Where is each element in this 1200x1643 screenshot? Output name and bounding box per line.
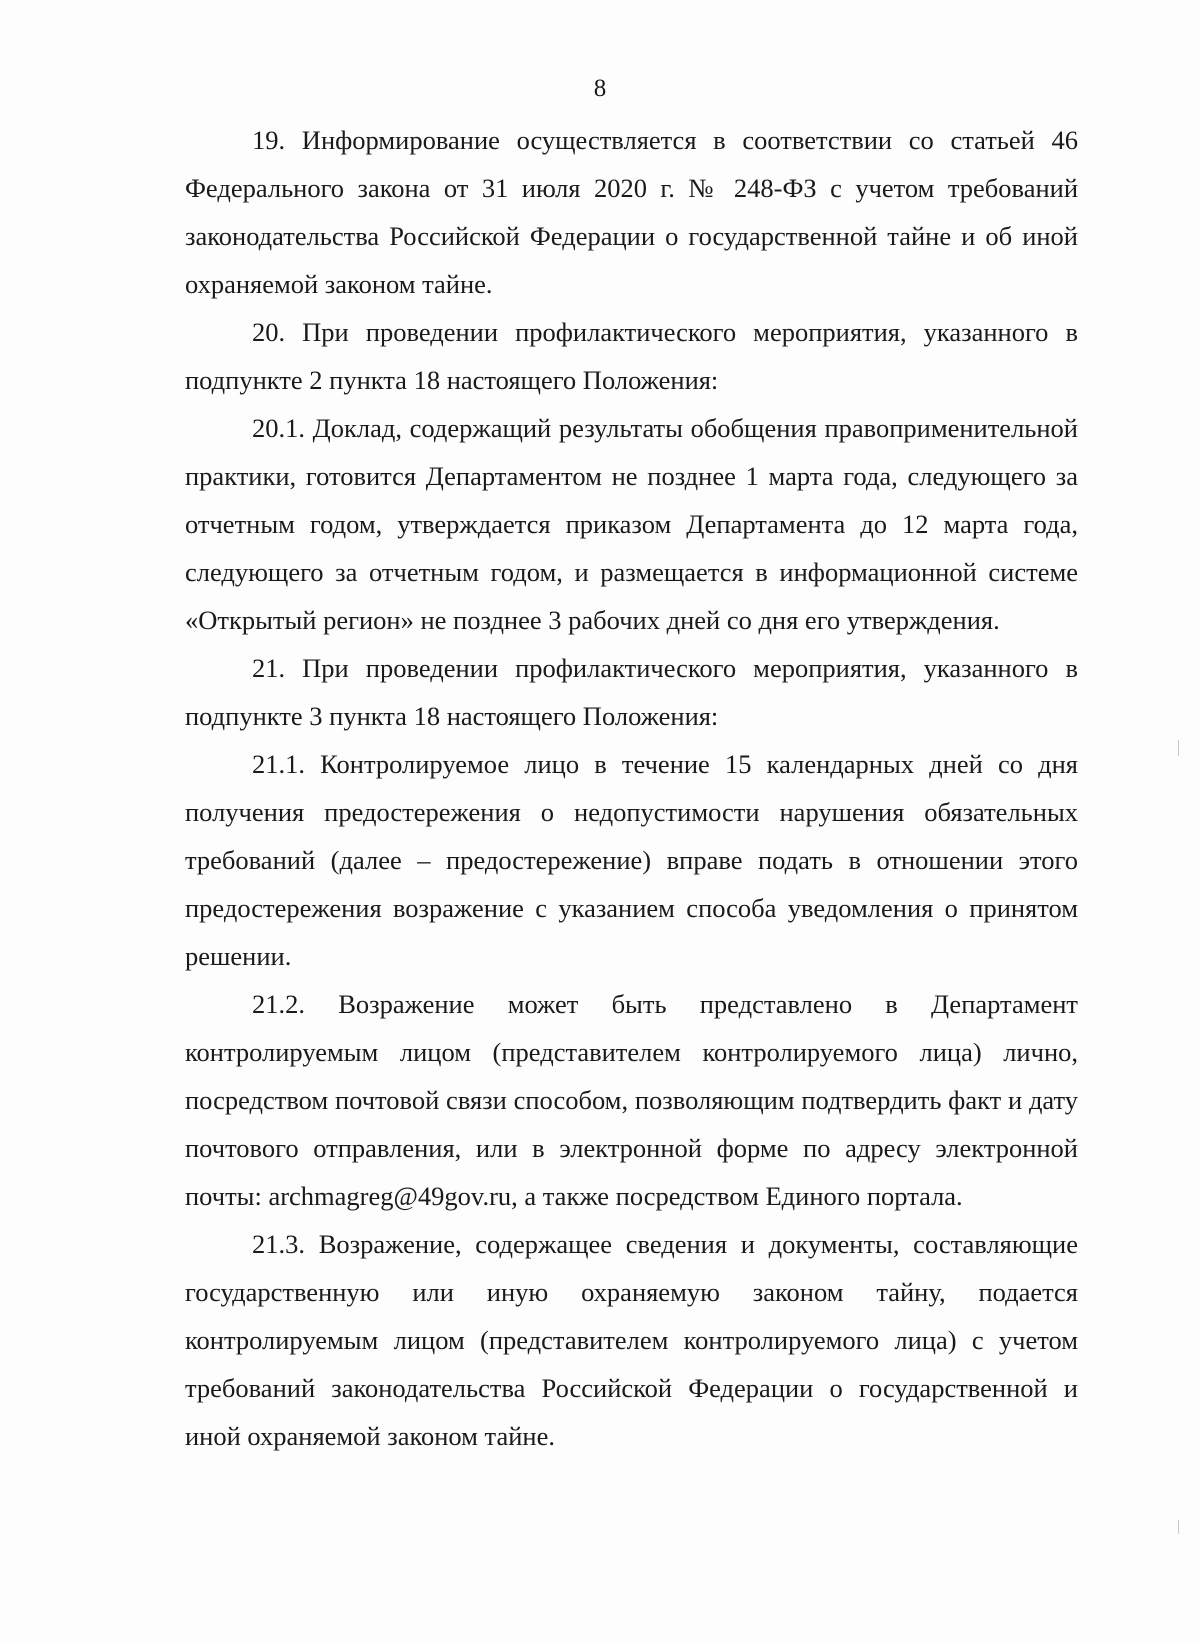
paragraph-19: 19. Информирование осуществляется в соответствии со статьей 46 Федерального закона от 31 июля 2020 г. № 248-ФЗ с учетом требований законодательства Российской Федерации о государственной тайне и об иной охраняемой законом тайне.: [185, 125, 1078, 299]
paragraph-20-1: 20.1. Доклад, содержащий результаты обобщения правоприменительной практики, готовится Департаментом не позднее 1 марта года, следующего за отчетным годом, утверждается приказом Департамента до 12 марта года, следующего за отчетным годом, и размещается в информационной системе «Открытый регион» не позднее 3 рабочих дней со дня его утверждения.: [185, 413, 1078, 635]
paragraph-21: 21. При проведении профилактического мероприятия, указанного в подпункте 3 пункта 18 настоящего Положения:: [185, 653, 1078, 731]
paragraph-21-3: 21.3. Возражение, содержащее сведения и документы, составляющие государственную или иную охраняемую законом тайну, подается контролируемым лицом (представителем контролируемого лица) с учетом требований законодательства Российской Федерации о государственной и иной охраняемой законом тайне.: [185, 1229, 1078, 1451]
paragraph-21-1: 21.1. Контролируемое лицо в течение 15 календарных дней со дня получения предостережения о недопустимости нарушения обязательных требований (далее – предостережение) вправе подать в отношении этого предостережения возражение с указанием способа уведомления о принятом решении.: [185, 749, 1078, 971]
page-number: 8: [593, 75, 607, 102]
scan-artifact-mark: [1178, 740, 1179, 756]
document-body: [185, 116, 1078, 1460]
scan-artifact-mark: [1178, 1520, 1179, 1534]
paragraph-20: 20. При проведении профилактического мероприятия, указанного в подпункте 2 пункта 18 настоящего Положения:: [185, 317, 1078, 395]
paragraph-21-2: 21.2. Возражение может быть представлено в Департамент контролируемым лицом (представителем контролируемого лица) лично, посредством почтовой связи способом, позволяющим подтвердить факт и дату почтового отправления, или в электронной форме по адресу электронной почты: archmagreg@49gov.ru, а также посредством Единого портала.: [185, 989, 1078, 1211]
